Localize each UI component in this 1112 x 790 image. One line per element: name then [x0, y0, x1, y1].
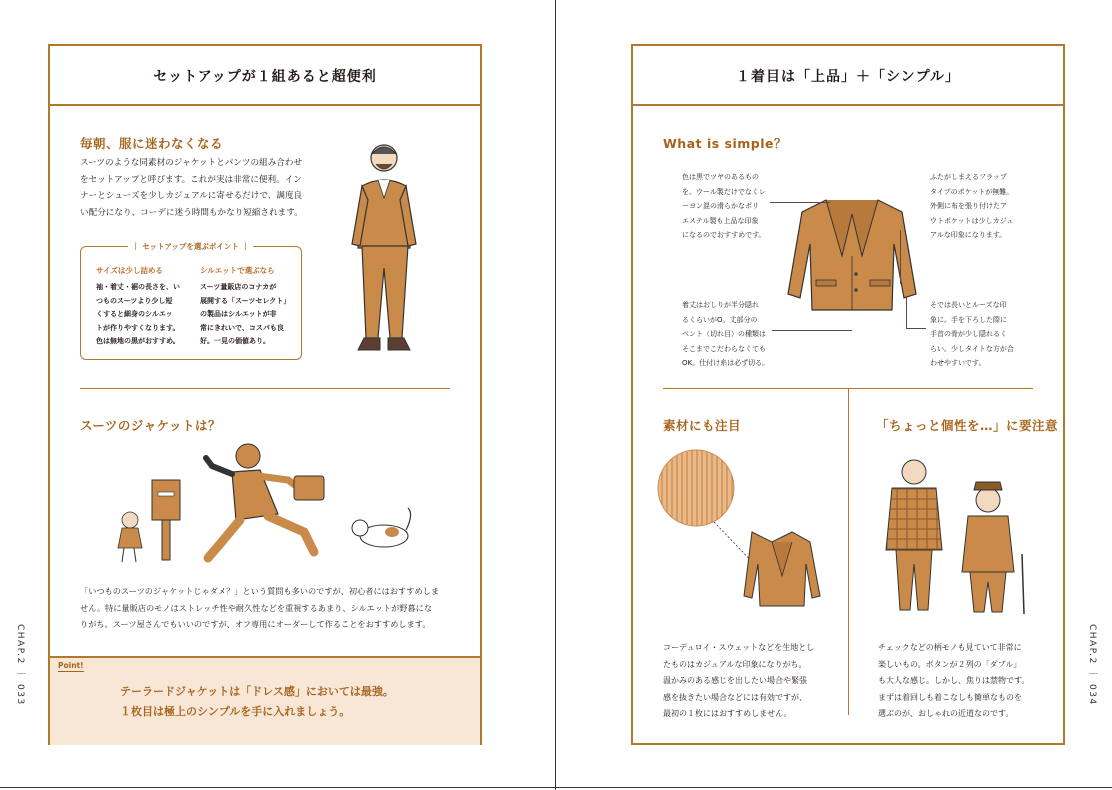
setup-points-label: ｜ セットアップを選ぶポイント ｜ [128, 240, 253, 254]
corduroy-jacket-illustration [656, 446, 832, 616]
callout-line-sleeve-h [906, 328, 926, 329]
right-column-divider [848, 389, 849, 715]
callout-line-length [772, 330, 852, 331]
right-page-title: １着目は「上品」＋「シンプル」 [735, 69, 961, 85]
left-page-title: セットアップが１組あると超便利 [153, 69, 377, 85]
left-section-divider [80, 388, 450, 389]
section-body-individuality: チェックなどの柄モノも見ていて非常に 楽しいもの。ボタンが２列の「ダブル」 も大人な感じ。しかし、焦りは禁物です。 まずは着回しも着こなしも簡単なものを 選ぶのが、おしゃれの近道なのです。 [878, 643, 1030, 718]
book-spine [555, 0, 556, 790]
callout-line-sleeve [906, 296, 907, 328]
section-body-every-morning: スーツのような同素材のジャケットとパンツの組み合わせ をセットアップと呼びます。これが実は非常に便利。イン ナーとシューズを少しカジュアルに寄せるだけで、調度良 い配分になり、コーデに迷う時間もかなり短縮されます。 [80, 158, 303, 218]
running-man-scene-illustration [108, 436, 428, 576]
point1-body: 袖・着丈・裾の長さを、い つものスーツより少し短 くすると細身のシルエッ トが作りやすくなります。 色は無地の黒がおすすめ。 [96, 283, 180, 345]
section-heading-material: 素材にも注目 [663, 418, 742, 433]
callout-line-pocket [900, 230, 901, 284]
point-callout-text: テーラードジャケットは「ドレス感」においては最強。 １枚目は極上のシンプルを手に入れましょう。 [120, 685, 394, 718]
point-tag: Point! [58, 661, 84, 670]
section-heading-what-is-simple: What is simple？ [663, 136, 787, 151]
right-page-number: CHAP.2 ｜ 034 [1087, 624, 1097, 706]
left-page-number: CHAP.2 ｜ 033 [15, 624, 25, 706]
point1-heading: サイズは少し詰める [96, 266, 163, 275]
point2-body: スーツ量販店のコナカが 展開する「スーツセレクト」 の製品はシルエットが非 常にきれいで、コスパも良 好。一見の価値あり。 [200, 283, 291, 345]
point2-heading: シルエットで選ぶなら [200, 266, 275, 275]
section-heading-individuality: 「ちょっと個性を…」に要注意 [876, 418, 1059, 433]
bottom-edge-right [556, 787, 1112, 788]
right-title-divider [631, 104, 1065, 106]
callout-length: 着丈はおしりが半分隠れ るくらいがO。丈部分の ベント（切れ目）の種類は そこまでこだわらなくても OK。仕付け糸は必ず切る。 [682, 301, 770, 367]
two-men-patterned-jackets-illustration [872, 454, 1040, 620]
section-body-material: コーデュロイ・スウェットなどを生地とし たものはカジュアルな印象になりがち。 温かみのある感じを出したい場合や緊張 感を抜きたい場合などには有効ですが、 最初の１枚にはおすすめしません。 [663, 643, 815, 718]
callout-color: 色は黒でツヤのあるもの を。ウール製だけでなくレ ーヨン混の滑らかなポリ エステル製も上品な印象 になるのでおすすめです。 [682, 173, 766, 239]
section-heading-suit-jacket: スーツのジャケットは？ [80, 418, 222, 433]
bottom-edge-left [0, 787, 555, 788]
simple-jacket-illustration [786, 194, 918, 314]
section-heading-every-morning: 毎朝、服に迷わなくなる [80, 136, 224, 151]
section-body-suit-jacket: 「いつものスーツのジャケットじゃダメ？」という質問も多いのですが、初心者にはおすすめしま せん。特に量販店のモノはストレッチ性や耐久性などを重視するあまり、シルエットが野暮にな りがち。スーツ屋さんでもいいのですが、オフ専用にオーダーして作ることをおすすめします。 [80, 586, 440, 629]
callout-line-color [770, 202, 830, 203]
left-title-divider [48, 104, 482, 106]
callout-sleeve: そでは長いとルーズな印 象に。手を下ろした際に 手首の骨が少し隠れるく らい。少しタイトな方が合 わせやすいです。 [930, 301, 1014, 367]
man-in-setup-illustration [340, 138, 430, 360]
callout-pocket: ふたがしまえるフラップ タイプのポケットが無難。 外側に布を張り付けたア ウトポケットは少しカジュ アルな印象になります。 [930, 173, 1014, 239]
